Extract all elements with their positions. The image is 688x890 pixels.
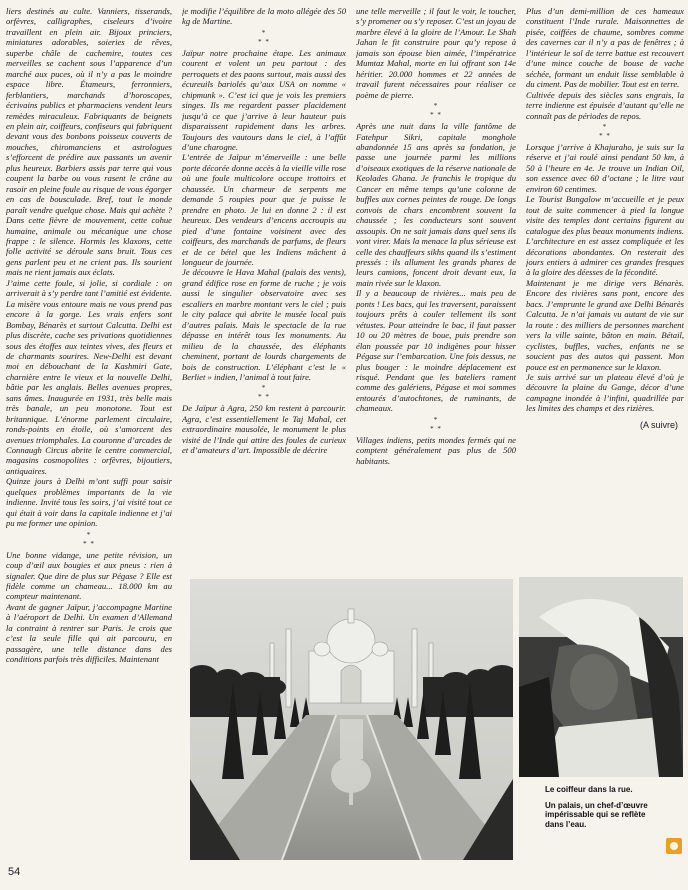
paragraph: liers destinés au culte. Vanniers, tisserands, orfèvres, calligraphes, ciseleurs d’ivoire travaillent en plein air. Bijoux princiers, miniatures adorables, soieries de rêves, superbe châle de cachemire, toutes ces merveilles se cachent sous l’apparence d’un marché aux puces, où il n’y a pas le moindre espace libre. Étameurs, ferronniers, ferblantiers, marchands d’horoscopes, écrivains publics et pharmaciens vendent leurs remèdes miraculeux. Fabriquants de beignets en plein air, coiffeurs, confiseurs qui fabriquent devant vous des bonbons poisseux couverts de mouches, chiromanciens et astrologues s’efforcent de prédire aux passants un avenir plus heureux. Barbiers assis par terre qui vous coupent la barbe ou vous rasent le crâne au rasoir en pleine foule au risque de vous égorger en cas de bousculade. Bref, tout le monde paraît vendre quelque chose. Mais qui achète ? Dans cette fièvre de mouvement, cette cohue humaine, animale ou mécanique une chose frappe : le silence. Hormis les klaxons, cette folle activité se déroule sans bruit. Tous ces gens parlent peu et ne crient pas. Ils sourient mais ne rient jamais aux éclats. [6,6,172,278]
paragraph: Villages indiens, petits mondes fermés qui ne comptent généralement pas plus de 500 habitants. [356,434,516,466]
street-barber-image [519,577,683,777]
section-separator: * * * [430,102,442,120]
paragraph: Maintenant je me dirige vers Bénarès. Encore des rivières sans pont, encore des bacs. J’emprunte le grand axe Delhi Bénarès Calcutta. Je n’ai jamais vu autant de vie sur la route : des milliers de personnes marchent vers la ville sainte, bâton en main. Bétail, cyclistes, buffles, vaches, enfants ne se soucient pas des autos qui passent. Mon pouce est en permanence sur le klaxon. [526,277,684,372]
paragraph: Je suis arrivé sur un plateau élevé d’où je découvre la plaine du Gange, décor d’une campagne inondée à l’infini, quadrillée par les limites des champs et des rizières. [526,371,684,414]
caption-taj: Un palais, un chef-d’œuvre impérissable qui se reflète dans l’eau. [545,800,648,829]
paragraph: Quinze jours à Delhi m’ont suffi pour saisir quelques problèmes importants de la vie indienne. Invité tous les soirs, j’ai visité tout ce qui était à voir dans la capitale indienne et j’ai pu me former une opinion. [6,476,172,529]
paragraph: je modifie l’équilibre de la moto allégée des 50 kg de Martine. [182,6,346,27]
section-separator: * * * [83,530,95,548]
street-barber-photo [519,577,683,777]
photo-caption [545,785,665,835]
caption-barber: Le coiffeur dans la rue. [545,785,633,794]
article-column-2 [182,6,346,584]
to-be-continued: (A suivre) [639,419,678,430]
article-column-3 [356,6,516,584]
section-separator: * * * [430,415,442,433]
paragraph: De Jaïpur à Agra, 250 km restent à parcourir. Agra, c’est essentiellement le Taj Mahal, cet extraordinaire mausolée, le monument le plus visité de l’Inde qui attire des foules de curieux et d’amateurs d’art. Impossible de décrire [182,403,346,456]
paragraph: Une bonne vidange, une petite révision, un coup d’œil aux bougies et aux pneus : rien à signaler. Que dire de plus sur Pégase ? Elle est fidèle comme un chameau... 18.000 km au compteur maintenant. [6,549,172,602]
section-separator: * * * [258,384,270,402]
paragraph: J’aime cette foule, si jolie, si cordiale : on arriverait à s’y perdre tant l’amitié est évidente. La misère vous entoure mais ne vous prend pas encore à la gorge. Les vrais enfers sont Bombay, Bénarès et surtout Calcutta. Delhi est plus discrète, cache ses privations quotidiennes sous des étoffes aux teintes vives, des fleurs et de charmants sourires. New-Delhi est devant moi en débouchant de la Kashmiri Gate, charnière entre le vieux et la nouvelle Delhi, bâtie par les anglais. Belles avenues propres, sans âmes. Inaugurée en 1931, très belle mais très banale, un peu monotone. Tout est britannique. L’énorme parlement circulaire, ronds-points en étoile, où s’amorcent des avenues triomphales. La couronne d’arcades de Connaugh Circus abrite le centre commercial, magasins cosmopolites : orfèvres, bijoutiers, antiquaires. [6,277,172,476]
article-column-4 [526,6,684,604]
corner-logo-icon [666,838,682,854]
section-separator: * * * [258,28,270,46]
paragraph: L’entrée de Jaïpur m’émerveille : une belle porte décorée donne accès à la vieille ville rose où une foule multicolore occupe trottoirs et chaussée. Un charmeur de serpents me demande 5 roupies pour que je puisse le prendre en photo. Je lui en donne 2 : il est heureux. Des vendeurs d’encens accroupis au pied d’une fontaine voisinent avec des coiffeurs, des marchands de parfums, de fleurs et de ce bétel que les Indiens mâchent à longueur de journée. [182,152,346,267]
taj-mahal-image [190,579,513,860]
paragraph: Le Tourist Bungalow m’accueille et je peux tout de suite commencer à pied la longue visite des temples dont certains figurent au catalogue des plus beaux monuments indiens. L’architecture en est assez compliquée et les décorations abondantes. On resterait des jours entiers à admirer ces grandes fresques à la gloire des déesses de la fécondité. [526,194,684,278]
paragraph: Après une nuit dans la ville fantôme de Fatehpur Sikri, capitale monghole abandonnée 15 ans après sa fondation, je passe une journée parmi les millions d’oiseaux exotiques de la réserve nationale de Keolades Ghana. Je franchis le tropique du Cancer en même temps qu’une colonne de buffles aux cornes peintes de rouge. De longs convois de chars encombrent souvent la chaussée ; les conducteurs sont souvent assoupis. On ne sait jamais dans quel sens ils vont virer. Mais la menace la plus sérieuse est celle des chauffeurs sikhs quand ils s’estiment pressés : ils allument les grands phares de leurs camions, foncent droit devant eux, la main rivée sur le klaxon. [356,121,516,288]
paragraph: Avant de gagner Jaïpur, j’accompagne Martine à l’aéroport de Delhi. Un examen d’Allemand la contraint à rentrer sur Paris. Je crois que c’est la seule fille qui ait parcouru, en passagère, une telle distance dans des conditions parfois très difficiles. Maintenant [6,601,172,665]
paragraph: Cultivée depuis des siècles sans engrais, la terre indienne est épuisée d’autant qu’elle ne connaît pas de périodes de repos. [526,89,684,121]
paragraph: Lorsque j’arrive à Khajuraho, je suis sur la réserve et j’ai roulé ainsi pendant 50 km, à 50 à l’heure en 4e. Je trouve un Indian Oil, son essence avec 60 d’octane ; le litre vaut environ 60 centimes. [526,141,684,194]
page-number: 54 [8,866,21,878]
paragraph: Plus d’un demi-million de ces hameaux constituent l’Inde rurale. Maisonnettes de pisée, coiffées de chaume, sombres comme des cavernes car il n’y a pas de fenêtres ; à l’intérieur le sol de terre battue est recouvert d’une mince couche de bouse de vache séchée, formant un enduit lisse semblable à du ciment. Pas de mobilier. Tout est en terre. [526,6,684,90]
paragraph: une telle merveille ; il faut le voir, le toucher, s’y promener ou s’y reposer. C’est un joyau de marbre élevé à la gloire de l’Amour. Le Shah Jahan le fit construire pour qu’y repose à jamais son épouse bien aimée, l’impératrice Mumtaz Mahal, morte en lui offrant son 14e héritier. 20.000 hommes et 22 années de travail furent nécessaires pour réaliser ce poème de pierre. [356,6,516,100]
taj-mahal-photo [190,579,513,860]
paragraph: Je découvre le Hava Mahal (palais des vents), grand édifice rose en forme de ruche ; je vois aussi le singulier observatoire avec ses escaliers en marbre montant vers le ciel ; puis le city palace qui abrite le musée local puis d’autres palais. Mais le spectacle de la rue dépasse en intérêt tous les monuments. Au milieu de la chaussée, des éléphants cheminent, portant de lourds chargements de bois de construction. L’éléphant c’est le « Berliet » indien, l’animal à tout faire. [182,267,346,382]
section-separator: * * * [599,122,611,140]
paragraph: Jaïpur notre prochaine étape. Les animaux courent et volent un peu partout : des perroquets et des paons surtout, mais aussi des écureuils bariolés qu’aux USA on nomme « chipmunk ». C’est ici que je vois les premiers singes. Ils me regardent passer placidement jusqu’à ce que j’arrive à leur hauteur puis disparaissent rapidement dans les arbres. Toujours des vautours dans le ciel, à l’affût d’une charogne. [182,47,346,152]
paragraph: Il y a beaucoup de rivières... mais peu de ponts ! Les bacs, qui les traversent, paraissent toujours prêts à couler tellement ils sont vétustes. Pour atteindre le bac, il faut passer 10 ou 20 mètres de boue, puis prendre son élan poussée par 10 indigènes pour hisser Pégase sur l’embarcation. Une fois dessus, ne plus bouger : le moindre déplacement est risqué. Pendant que les bateliers rament comme des galériens, Pégase et moi sommes entourés d’autochtones, de ruminants, de chameaux. [356,288,516,414]
article-column-1 [6,6,172,868]
